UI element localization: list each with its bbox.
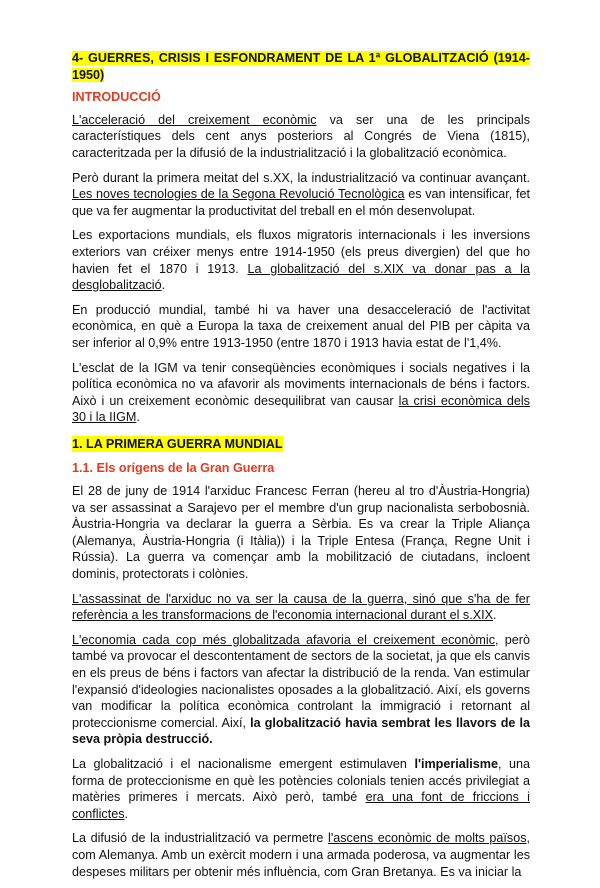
paragraph-7 bbox=[72, 591, 530, 624]
p7-text: . bbox=[493, 608, 497, 623]
p2-text-1: Però durant la primera meitat del s.XX, la industrialització va continuar avançant. bbox=[72, 170, 530, 185]
p8-text: , però també va provocar el descontentament de sectors de la societat, ja que els canvis en els preus de béns i factors van afectar la distribució de la renda. Van estimular l'expansió d'ideologies nacionalistes oposades a la globalització. Així, els governs van modificar la política econòmica controlant la immigració i retornant al proteccionisme comercial. Així, bbox=[72, 632, 530, 730]
p6-text: El 28 de juny de 1914 l'arxiduc Francesc Ferran (hereu al tro d'Àustria-Hongria) va ser assassinat a Sarajevo per el membre d'un grup nacionalista serbobosnià. Àustria-Hongria va declarar la guerra a Sèrbia. Es va crear la Triple Aliança (Alemanya, Àustria-Hongria (i Itàlia)) i la Triple Entesa (França, Regne Unit i Rússia). La guerra va començar amb la mobilització de ciutadans, incloent dominis, protectorats i colònies. bbox=[72, 484, 530, 582]
paragraph-10 bbox=[72, 830, 530, 880]
document-page bbox=[72, 50, 530, 888]
p8-bold: la globalització havia sembrat les llavors de la seva pròpia destrucció. bbox=[72, 715, 531, 747]
document-title-block bbox=[72, 50, 530, 83]
p4-text: En producció mundial, també hi va haver una desacceleració de l'activitat econòmica, en què a Europa la taxa de creixement anual del PIB per càpita va ser inferior al 0,9% entre 1913-1950 (entre 1870 i 1913 havia estat de l'1,4%. bbox=[72, 302, 530, 350]
document-title: 4- GUERRES, CRISIS I ESFONDRAMENT DE LA 1ª GLOBALITZACIÓ (1914-1950) bbox=[72, 51, 530, 82]
p9-text-3: . bbox=[124, 806, 128, 821]
p9-text-1: La globalització i el nacionalisme emergent estimulaven bbox=[72, 756, 415, 771]
p7-underlined: L'assassinat de l'arxiduc no va ser la causa de la guerra, sinó que s'ha de fer referència a les transformacions de l'economia internacional durant el s.XIX bbox=[72, 591, 530, 623]
p10-text-2: , com Alemanya. Amb un exèrcit modern i una armada poderosa, va augmentar les despeses militars per obtenir més influència, com Gran Bretanya. Es va iniciar la bbox=[72, 831, 531, 879]
paragraph-9 bbox=[72, 756, 530, 822]
p3-underlined: La globalització del s.XIX va donar pas a la desglobalització bbox=[72, 261, 530, 293]
p3-text-2: . bbox=[161, 278, 166, 293]
p1-text: va ser una de les principals característiques dels cent anys posteriors al Congrés de Viena (1815), caracteritzada per la difusió de la industrialització i la globalització econòmica. bbox=[72, 112, 531, 160]
p2-text-2: es van intensificar, fet que va fer augmentar la productivitat del treball en el món desenvolupat. bbox=[72, 187, 530, 218]
subsection-1-1-heading: 1.1. Els orígens de la Gran Guerra bbox=[72, 461, 275, 476]
paragraph-4 bbox=[72, 302, 530, 352]
p2-underlined: Les noves tecnologies de la Segona Revolució Tecnològica bbox=[72, 187, 405, 202]
section-1-heading: 1. LA PRIMERA GUERRA MUNDIAL bbox=[72, 436, 283, 451]
paragraph-8 bbox=[72, 632, 530, 748]
paragraph-2 bbox=[72, 170, 530, 220]
p8-underlined: L'economia cada cop més globalitzada afavoria el creixement econòmic bbox=[72, 632, 495, 647]
p5-underlined: la crisi econòmica dels 30 i la IIGM bbox=[72, 393, 530, 425]
p5-text-1: L'esclat de la IGM va tenir conseqüències econòmiques i socials negatives i la política econòmica no va afavorir als moviments internacionals de béns i factors. Això i un creixement econòmic desequilibrat van causar bbox=[72, 360, 530, 408]
p5-text-2: . bbox=[136, 410, 140, 425]
p10-underlined: l'ascens econòmic de molts països bbox=[328, 831, 527, 846]
paragraph-1 bbox=[72, 112, 530, 162]
paragraph-5 bbox=[72, 360, 530, 426]
intro-heading: INTRODUCCIÓ bbox=[72, 90, 161, 105]
p9-underlined: era una font de friccions i conflictes bbox=[72, 790, 530, 821]
p1-underlined: L'acceleració del creixement econòmic bbox=[72, 112, 317, 127]
paragraph-6 bbox=[72, 483, 530, 583]
p9-bold: l'imperialisme bbox=[414, 756, 498, 771]
p9-text-2: , una forma de proteccionisme en què les potències colonials tenien accés privilegiat a matèries primeres i mercats. Això però, també bbox=[72, 756, 530, 805]
paragraph-3 bbox=[72, 227, 530, 293]
p3-text-1: Les exportacions mundials, els fluxos migratoris internacionals i les inversions exteriors van créixer menys entre 1914-1950 (els preus divergien) del que ho havien fet el 1870 i 1913. bbox=[72, 228, 530, 276]
p10-text-1: La difusió de la industrialització va permetre bbox=[72, 831, 329, 846]
